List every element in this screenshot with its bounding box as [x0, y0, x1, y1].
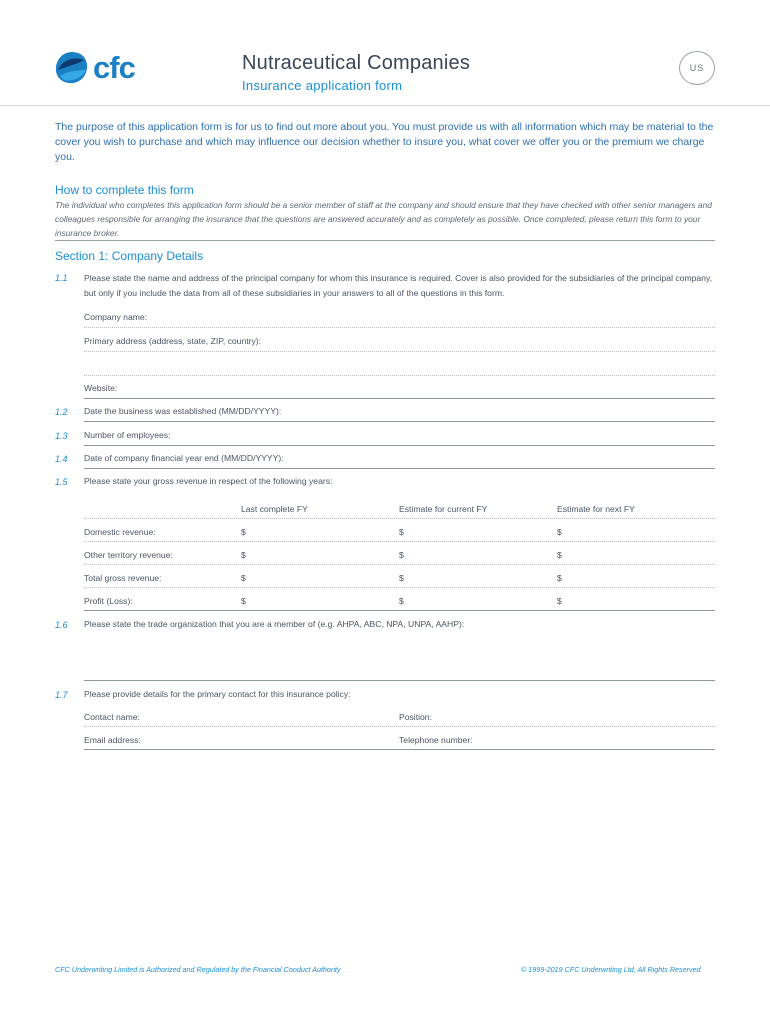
row-label-total-gross-revenue: Total gross revenue:: [84, 573, 162, 583]
date-established-field[interactable]: [84, 406, 715, 422]
logo-wordmark: cfc: [93, 50, 135, 85]
employees-label: Number of employees:: [84, 430, 171, 440]
question-text-1-1: Please state the name and address of the principal company for whom this insurance is required. Cover is also provided for the subsidiaries of the principal company, but only if you include the data from all of these subsidiaries in your answers to all of the questions in this form.: [84, 273, 712, 298]
divider: [84, 610, 715, 611]
row-label-other-territory-revenue: Other territory revenue:: [84, 550, 173, 560]
total-revenue-last-fy[interactable]: $: [241, 573, 246, 583]
other-revenue-next-fy[interactable]: $: [557, 550, 562, 560]
company-name-field[interactable]: [84, 312, 715, 328]
cfc-logo-icon: [54, 50, 90, 86]
divider: [84, 587, 715, 588]
divider: [84, 518, 715, 519]
website-label: Website:: [84, 383, 118, 393]
profit-last-fy[interactable]: $: [241, 596, 246, 606]
employees-field[interactable]: [84, 430, 715, 446]
document-title: Nutraceutical Companies: [242, 52, 471, 74]
date-established-label: Date the business was established (MM/DD/YYYY):: [84, 406, 282, 416]
total-revenue-next-fy[interactable]: $: [557, 573, 562, 583]
primary-address-field[interactable]: [84, 336, 715, 352]
domestic-revenue-current-fy[interactable]: $: [399, 527, 404, 537]
how-to-heading: How to complete this form: [55, 183, 194, 197]
column-header-last-fy: Last complete FY: [241, 504, 308, 514]
footer-regulatory-note: CFC Underwriting Limited is Authorized and Regulated by the Financial Conduct Authority: [55, 965, 341, 974]
question-text-1-7: Please provide details for the primary contact for this insurance policy:: [84, 689, 351, 699]
divider: [84, 541, 715, 542]
question-number-1-5: 1.5: [55, 477, 68, 487]
profit-next-fy[interactable]: $: [557, 596, 562, 606]
question-number-1-4: 1.4: [55, 454, 68, 464]
cfc-logo: [54, 50, 154, 86]
document-subtitle: Insurance application form: [242, 78, 403, 93]
question-number-1-3: 1.3: [55, 431, 68, 441]
question-number-1-7: 1.7: [55, 690, 68, 700]
position-label: Position:: [399, 712, 432, 722]
other-revenue-current-fy[interactable]: $: [399, 550, 404, 560]
question-number-1-6: 1.6: [55, 620, 68, 630]
trade-organization-field[interactable]: [84, 680, 715, 681]
question-number-1-2: 1.2: [55, 407, 68, 417]
page-header: [0, 0, 770, 106]
region-badge: US: [679, 51, 715, 85]
column-header-current-fy: Estimate for current FY: [399, 504, 488, 514]
row-label-profit-loss: Profit (Loss):: [84, 596, 133, 606]
contact-name-position-field[interactable]: [84, 726, 715, 727]
intro-paragraph: The purpose of this application form is for us to find out more about you. You must provide us with all information which may be material to the cover you wish to purchase and which may influence our decision whether to insure you, what cover we offer you or the premium we charge you.: [55, 121, 714, 163]
divider: [55, 240, 715, 241]
other-revenue-last-fy[interactable]: $: [241, 550, 246, 560]
question-number-1-1: 1.1: [55, 273, 68, 283]
question-text-1-6: Please state the trade organization that you are a member of (e.g. AHPA, ABC, NPA, UNPA, AAHP):: [84, 619, 465, 629]
primary-address-label: Primary address (address, state, ZIP, country):: [84, 336, 262, 346]
row-label-domestic-revenue: Domestic revenue:: [84, 527, 156, 537]
financial-year-end-label: Date of company financial year end (MM/DD/YYYY):: [84, 453, 284, 463]
primary-address-field-line-2[interactable]: [84, 360, 715, 376]
how-to-body: The individual who completes this application form should be a senior member of staff at the company and should ensure that they have checked with other senior managers and colleagues responsible for arranging the insurance that the questions are answered accurately and as completely as possible. Once completed, please return this form to your insurance broker.: [55, 200, 712, 238]
contact-name-label: Contact name:: [84, 712, 140, 722]
website-field[interactable]: [84, 383, 715, 399]
email-telephone-field[interactable]: [84, 749, 715, 750]
company-name-label: Company name:: [84, 312, 148, 322]
question-text-1-5: Please state your gross revenue in respect of the following years:: [84, 476, 333, 486]
divider: [84, 564, 715, 565]
total-revenue-current-fy[interactable]: $: [399, 573, 404, 583]
footer-copyright: © 1999-2019 CFC Underwriting Ltd, All Rights Reserved: [521, 965, 701, 974]
financial-year-end-field[interactable]: [84, 453, 715, 469]
domestic-revenue-next-fy[interactable]: $: [557, 527, 562, 537]
domestic-revenue-last-fy[interactable]: $: [241, 527, 246, 537]
telephone-label: Telephone number:: [399, 735, 473, 745]
column-header-next-fy: Estimate for next FY: [557, 504, 635, 514]
profit-current-fy[interactable]: $: [399, 596, 404, 606]
section-1-heading: Section 1: Company Details: [55, 249, 204, 263]
email-label: Email address:: [84, 735, 141, 745]
